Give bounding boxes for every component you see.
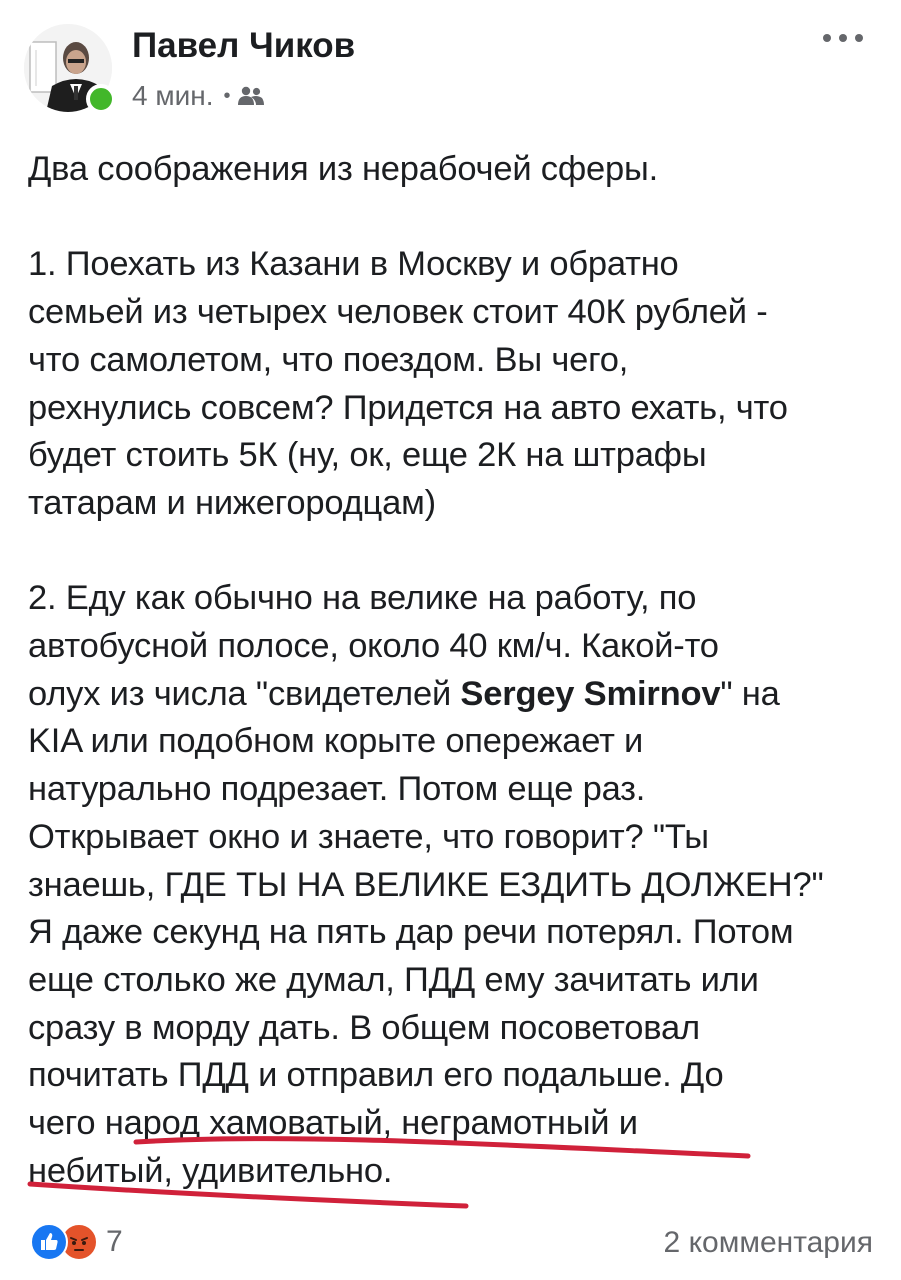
post-line: семьей из четырех человек стоит 40К рублей - bbox=[28, 293, 768, 332]
post-line: натурально подрезает. Потом еще раз. bbox=[28, 770, 646, 809]
post-line: небитый, удивительно. bbox=[28, 1151, 393, 1190]
post-header bbox=[0, 0, 901, 130]
post-time[interactable]: 4 мин. bbox=[132, 80, 214, 111]
friends-icon[interactable] bbox=[237, 82, 265, 104]
post-line: рехнулись совсем? Придется на авто ехать, что bbox=[28, 388, 788, 427]
comments-count-link[interactable]: 2 комментария bbox=[663, 1226, 873, 1259]
post-line: автобусной полосе, около 40 км/ч. Какой-то bbox=[28, 627, 719, 665]
author-name[interactable]: Павел Чиков bbox=[132, 26, 356, 65]
post-line: сразу в морду дать. В общем посоветовал bbox=[28, 1008, 700, 1047]
reaction-count: 7 bbox=[106, 1225, 123, 1258]
post-line: что самолетом, что поездом. Вы чего, bbox=[28, 340, 629, 379]
post-line: знаешь, ГДЕ ТЫ НА ВЕЛИКЕ ЕЗДИТЬ ДОЛЖЕН?" bbox=[28, 865, 824, 904]
post-line: 1. Поехать из Казани в Москву и обратно bbox=[28, 245, 679, 284]
post-line: татарам и нижегородцам) bbox=[28, 483, 436, 522]
more-options-button[interactable] bbox=[821, 28, 865, 48]
post-text-fragment: олух из числа "свидетелей bbox=[28, 674, 461, 713]
post-line: еще столько же думал, ПДД ему зачитать или bbox=[28, 960, 759, 999]
post-line: почитать ПДД и отправил его подальше. До bbox=[28, 1056, 724, 1095]
post-line: Я даже секунд на пять дар речи потерял. Потом bbox=[28, 913, 794, 952]
post-line: чего народ хамоватый, неграмотный и bbox=[28, 1104, 638, 1143]
paragraph-gap bbox=[28, 528, 880, 576]
post-line: KIA или подобном корыте опережает и bbox=[28, 722, 644, 761]
meta-separator: • bbox=[223, 84, 231, 107]
post-paragraph-intro: Два соображения из нерабочей сферы. bbox=[28, 150, 658, 188]
mention-link[interactable]: Sergey Smirnov bbox=[460, 674, 721, 713]
post-line: будет стоить 5К (ну, ок, еще 2К на штрафы bbox=[28, 436, 707, 475]
reactions-summary[interactable] bbox=[30, 1222, 123, 1262]
paragraph-gap bbox=[28, 194, 880, 242]
post-line: 2. Еду как обычно на велике на работу, по bbox=[28, 579, 697, 618]
online-status-dot bbox=[86, 84, 116, 114]
post-meta bbox=[132, 80, 265, 112]
like-icon bbox=[30, 1223, 68, 1261]
post-text-fragment: " на bbox=[720, 674, 780, 713]
more-horizontal-icon bbox=[821, 28, 865, 48]
post-footer bbox=[0, 1210, 901, 1270]
post-text bbox=[28, 146, 880, 1195]
post-line: Открывает окно и знаете, что говорит? "Ты bbox=[28, 817, 709, 856]
post-line-with-mention bbox=[28, 671, 880, 719]
